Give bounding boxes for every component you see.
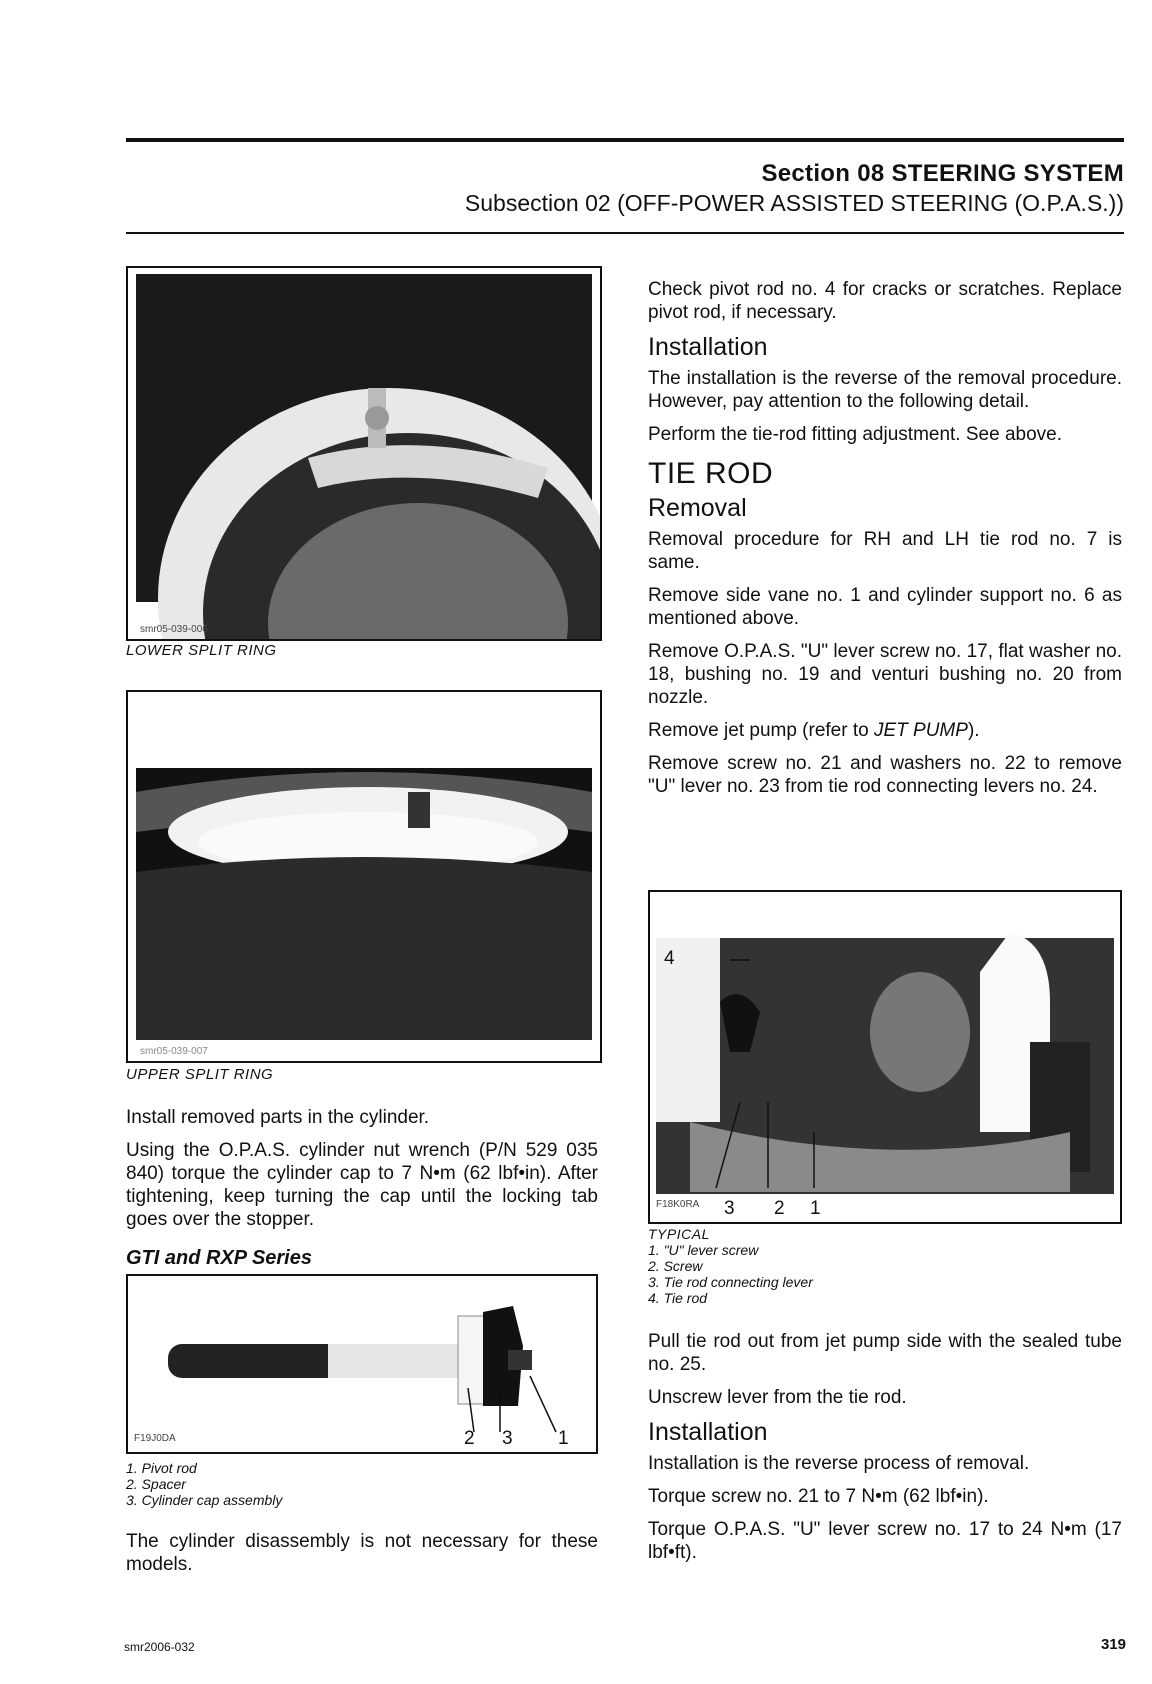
legend-item: 3. Cylinder cap assembly [126, 1492, 283, 1508]
heading-gti-rxp: GTI and RXP Series [126, 1247, 312, 1269]
figure-caption: TYPICAL [648, 1226, 710, 1242]
figure-code: smr05-039-006 [140, 624, 208, 635]
cross-reference: JET PUMP [873, 720, 968, 741]
callout-3: 3 [502, 1428, 513, 1449]
right-text-block [648, 278, 1122, 808]
subsection-title: Subsection 02 (OFF-POWER ASSISTED STEERING (O.P.A.S.)) [464, 190, 1124, 216]
page-number: 319 [1100, 1636, 1126, 1653]
lower-split-ring-photo [128, 268, 600, 639]
figure-caption: LOWER SPLIT RING [126, 642, 277, 659]
callout-1: 1 [558, 1428, 569, 1449]
legend-item: 1. "U" lever screw [648, 1242, 759, 1258]
right-text-block-2 [648, 1330, 1122, 1574]
heading-tie-rod: TIE ROD [648, 457, 774, 490]
callout-2: 2 [464, 1428, 475, 1449]
paragraph: Unscrew lever from the tie rod. [648, 1387, 907, 1408]
section-title: Section 08 STEERING SYSTEM [761, 160, 1124, 187]
figure-upper-split-ring [126, 690, 602, 1063]
paragraph: Torque O.P.A.S. "U" lever screw no. 17 to 24 N•m (17 lbf•ft). [648, 1519, 1122, 1563]
legend-item: 4. Tie rod [648, 1290, 708, 1306]
heading-installation: Installation [648, 333, 768, 361]
paragraph: Using the O.P.A.S. cylinder nut wrench (P/N 529 035 840) torque the cylinder cap to 7 N•m (62 lbf•in). After tightening, keep turning the cap until the locking tab goes over the stopper. [126, 1140, 598, 1230]
callout-2: 2 [774, 1198, 785, 1219]
paragraph: Remove O.P.A.S. "U" lever screw no. 17, flat washer no. 18, bushing no. 19 and venturi bushing no. 20 from nozzle. [648, 641, 1122, 708]
paragraph: Installation is the reverse process of removal. [648, 1453, 1030, 1474]
paragraph: Removal procedure for RH and LH tie rod no. 7 is same. [648, 529, 1122, 573]
paragraph: Torque screw no. 21 to 7 N•m (62 lbf•in). [648, 1486, 989, 1507]
legend-item: 3. Tie rod connecting lever [648, 1274, 813, 1290]
paragraph: The cylinder disassembly is not necessary for these models. [126, 1531, 598, 1575]
legend-item: 1. Pivot rod [126, 1460, 197, 1476]
legend-item: 2. Spacer [126, 1476, 186, 1492]
upper-split-ring-photo [128, 692, 600, 1061]
heading-removal: Removal [648, 494, 747, 522]
paragraph: Check pivot rod no. 4 for cracks or scratches. Replace pivot rod, if necessary. [648, 279, 1122, 323]
figure-lower-split-ring [126, 266, 602, 641]
figure-code: F18K0RA [656, 1199, 700, 1210]
figure-code: smr05-039-007 [140, 1046, 208, 1057]
figure-code: F19J0DA [134, 1433, 176, 1444]
paragraph: Perform the tie-rod fitting adjustment. See above. [648, 424, 1062, 445]
figure-legend [126, 1460, 282, 1508]
paragraph: Install removed parts in the cylinder. [126, 1107, 430, 1128]
callout-3: 3 [724, 1198, 735, 1219]
legend-item: 2. Screw [648, 1258, 703, 1274]
paragraph: The installation is the reverse of the removal procedure. However, pay attention to the following detail. [648, 368, 1122, 412]
callout-4: 4 [664, 948, 675, 969]
heading-installation: Installation [648, 1418, 768, 1446]
pivot-rod-photo [128, 1276, 596, 1452]
figure-caption: UPPER SPLIT RING [126, 1066, 274, 1083]
callout-1: 1 [810, 1198, 821, 1219]
figure-pivot-rod [126, 1274, 598, 1454]
tie-rod-photo [650, 892, 1120, 1222]
header-rule-top [126, 138, 1124, 142]
header-rule-bottom [126, 232, 1124, 234]
figure-legend [648, 1242, 813, 1306]
figure-tie-rod [648, 890, 1122, 1224]
left-text-block-2 [126, 1530, 598, 1586]
footer-doc-code: smr2006-032 [124, 1640, 195, 1654]
left-text-block [126, 1106, 598, 1280]
paragraph: Remove side vane no. 1 and cylinder support no. 6 as mentioned above. [648, 585, 1122, 629]
paragraph: Remove screw no. 21 and washers no. 22 to remove "U" lever no. 23 from tie rod connecting levers no. 24. [648, 753, 1122, 797]
paragraph: Remove jet pump (refer to JET PUMP). [648, 720, 980, 741]
paragraph: Pull tie rod out from jet pump side with the sealed tube no. 25. [648, 1331, 1122, 1375]
